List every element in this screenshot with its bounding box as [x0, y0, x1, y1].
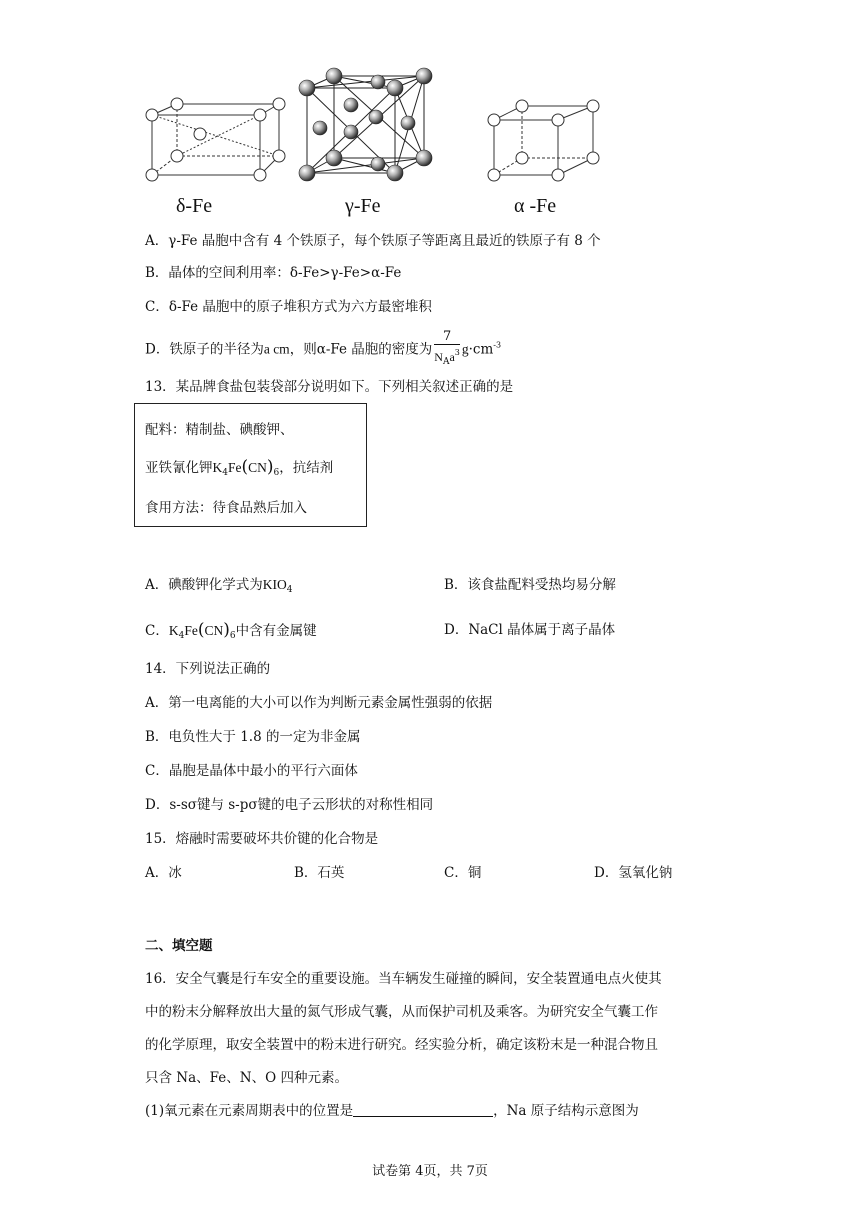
salt-label-box: [134, 403, 367, 527]
box-line-ingredients: 配料：精制盐、碘酸钾、: [145, 422, 294, 438]
q16-line-3: 的化学原理，取安全装置中的粉末进行研究。经实验分析，确定该粉末是一种混合物且: [145, 1037, 658, 1053]
q14-option-d: D．s-sσ键与 s-pσ键的电子云形状的对称性相同: [145, 797, 434, 813]
q12-option-b: B．晶体的空间利用率：δ-Fe>γ-Fe>α-Fe: [145, 265, 402, 281]
q13-option-b: B．该食盐配料受热均易分解: [444, 577, 616, 593]
q16-line-1: 16．安全气囊是行车安全的重要设施。当车辆发生碰撞的瞬间，安全装置通电点火使其: [145, 971, 662, 987]
q15-stem: 15．熔融时需要破坏共价键的化合物是: [145, 831, 379, 847]
q16-line-5: (1)氧元素在元素周期表中的位置是 ，Na 原子结构示意图为: [145, 1103, 639, 1119]
delta-fe-label: δ-Fe: [176, 195, 213, 217]
answer-blank[interactable]: [353, 1103, 493, 1117]
q15-option-c: C．铜: [444, 865, 482, 881]
q12-option-a: A．γ-Fe 晶胞中含有 4 个铁原子，每个铁原子等距离且最近的铁原子有 8 个: [145, 233, 601, 249]
q12-option-d: D．铁原子的半径为a cm，则α-Fe 晶胞的密度为 $\frac{7}{N_Aa^3}$ $g\cdot cm^{-3}$: [145, 330, 501, 370]
q15-option-d: D．氢氧化钠: [594, 865, 673, 881]
q13-stem: 13．某品牌食盐包装袋部分说明如下。下列相关叙述正确的是: [145, 379, 514, 395]
gamma-fe-label: γ-Fe: [345, 195, 381, 217]
q16-line-2: 中的粉末分解释放出大量的氮气形成气囊，从而保护司机及乘客。为研究安全气囊工作: [145, 1004, 658, 1020]
q15-option-b: B．石英: [294, 865, 345, 881]
q12-option-c: C．δ-Fe 晶胞中的原子堆积方式为六方最密堆积: [145, 299, 432, 315]
q16-line-4: 只含 Na、Fe、N、O 四种元素。: [145, 1070, 348, 1086]
alpha-fe-cell: [494, 106, 593, 175]
box-line-ferrocyanide: 亚铁氰化钾$K_4Fe(CN)_6$，抗结剂: [145, 457, 334, 478]
q15-option-a: A．冰: [145, 865, 182, 881]
q13-option-d: D．NaCl 晶体属于离子晶体: [444, 622, 616, 638]
box-line-usage: 食用方法：待食品熟后加入: [145, 500, 307, 516]
q13-option-a: A．碘酸钾化学式为$KIO_4$: [145, 577, 293, 595]
q14-option-c: C．晶胞是晶体中最小的平行六面体: [145, 763, 358, 779]
density-fraction: $\frac{7}{N_Aa^3}$: [434, 329, 460, 367]
q14-stem: 14．下列说法正确的: [145, 661, 271, 677]
page-footer: 试卷第 4页，共 7页: [372, 1164, 488, 1179]
section-heading: 二、填空题: [145, 938, 213, 954]
q14-option-b: B．电负性大于 1.8 的一定为非金属: [145, 729, 361, 745]
q14-option-a: A．第一电离能的大小可以作为判断元素金属性强弱的依据: [145, 695, 493, 711]
q13-option-c: C．$K_4Fe(CN)_6$中含有金属键: [145, 620, 317, 641]
crystal-structure-figure: [130, 60, 610, 190]
alpha-fe-label: α -Fe: [514, 195, 557, 217]
